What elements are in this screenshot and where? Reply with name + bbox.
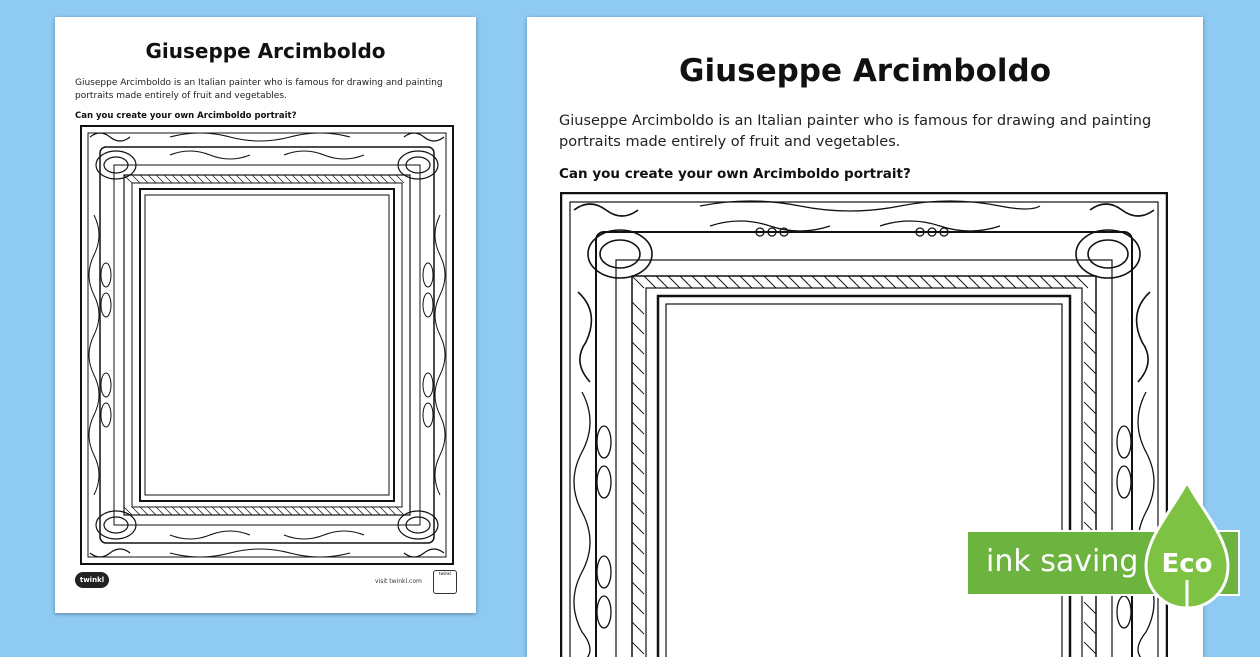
- eco-label: Eco: [1161, 549, 1213, 579]
- footer-url: visit twinkl.com: [375, 578, 422, 585]
- worksheet-intro-text: Giuseppe Arcimboldo is an Italian painter who is famous for drawing and painting portraits made entirely of fruit and vegetables.: [75, 78, 443, 101]
- worksheet-title: Giuseppe Arcimboldo: [679, 53, 1051, 89]
- ink-saving-label: ink saving: [986, 544, 1139, 579]
- worksheet-question: Can you create your own Arcimboldo portrait?: [75, 111, 297, 121]
- worksheet-title: Giuseppe Arcimboldo: [145, 39, 386, 63]
- worksheet-intro-text: Giuseppe Arcimboldo is an Italian painter who is famous for drawing and painting portraits made entirely of fruit and vegetables.: [559, 113, 1152, 150]
- ornate-frame-illustration: [80, 125, 454, 565]
- footer-badge-icon: twinkl: [433, 570, 457, 594]
- worksheet-question: Can you create your own Arcimboldo portrait?: [559, 166, 911, 182]
- eco-droplet-icon: [1142, 480, 1232, 615]
- worksheet-preview-small: [55, 17, 476, 613]
- twinkl-logo: twinkl: [75, 572, 109, 588]
